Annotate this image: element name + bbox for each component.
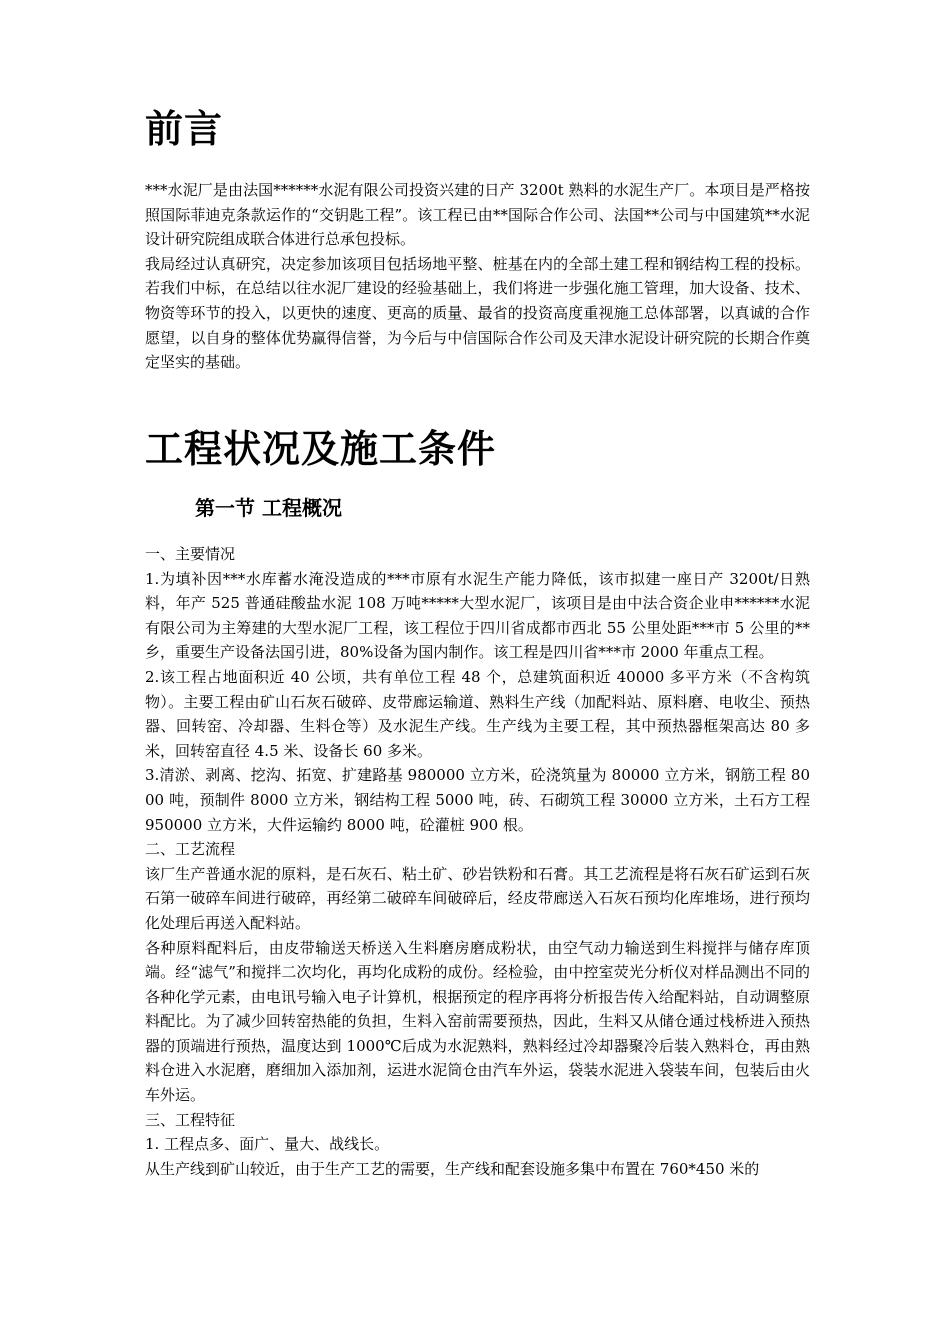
subheading-process-flow: 二、工艺流程 [145, 840, 236, 859]
body-paragraph: 1.为填补因***水库蓄水淹没造成的***市原有水泥生产能力降低，该市拟建一座日产 3200t/日熟料，年产 525 普通硅酸盐水泥 108 万吨*****大型水泥厂，该项目是由中法合资企业申******水泥有限公司为主筹建的大型水泥厂工程，该工程位于四川省成都市西北 55 公里处距***市 5 公里的**乡，重要生产设备法国引进，80%设备为国内制作。该工程是四川省***市 2000 年重点工程。 [145, 569, 810, 662]
body-paragraph: 各种原料配料后，由皮带输送天桥送入生料磨房磨成粉状，由空气动力输送到生料搅拌与储存库顶端。经“滤气”和搅拌二次均化，再均化成粉的成份。经检验，由中控室荧光分析仪对样品测出不同的各种化学元素，由电讯号输入电子计算机，根据预定的程序再将分析报告传入给配料站，自动调整原料配比。为了减少回转窑热能的负担，生料入窑前需要预热，因此，生料又从储仓通过栈桥进入预热器的顶端进行预热，温度达到 1000℃后成为水泥熟料，熟料经过冷却器聚冷后装入熟料仓，再由熟料仓进入水泥磨，磨细加入添加剂，运进水泥筒仓由汽车外运，袋装水泥进入袋装车间，包装后由火车外运。 [145, 938, 810, 1105]
body-paragraph: 1. 工程点多、面广、量大、战线长。 [145, 1135, 390, 1154]
body-paragraph: 该厂生产普通水泥的原料，是石灰石、粘土矿、砂岩铁粉和石膏。其工艺流程是将石灰石矿运到石灰石第一破碎车间进行破碎，再经第二破碎车间破碎后，经皮带廊送入石灰石预均化库堆场，进行预均化处理后再送入配料站。 [145, 864, 810, 932]
preface-heading: 前言 [145, 106, 224, 151]
section-heading: 第一节 工程概况 [195, 496, 342, 520]
body-paragraph: 3.清淤、剥离、挖沟、拓宽、扩建路基 980000 立方米，砼浇筑量为 80000 立方米，钢筋工程 8000 吨，预制件 8000 立方米，钢结构工程 5000 吨，砖、石砌筑工程 30000 立方米，土石方工程 950000 立方米，大件运输约 8000 吨，砼灌桩 900 根。 [145, 766, 810, 834]
subheading-main-situation: 一、主要情况 [145, 545, 236, 563]
body-paragraph: 2.该工程占地面积近 40 公顷，共有单位工程 48 个，总建筑面积近 40000 多平方米（不含构筑物）。主要工程由矿山石灰石破碎、皮带廊运输道、熟料生产线（加配料站、原料磨、电收尘、预热器、回转窑、冷却器、生料仓等）及水泥生产线。生产线为主要工程，其中预热器框架高达 80 多米，回转窑直径 4.5 米、设备长 60 多米。 [145, 667, 810, 760]
preface-paragraph: 我局经过认真研究，决定参加该项目包括场地平整、桩基在内的全部土建工程和钢结构工程的投标。若我们中标，在总结以往水泥厂建设的经验基础上，我们将进一步强化施工管理，加大设备、技术、物资等环节的投入，以更快的速度、更高的质量、最省的投资高度重视施工总体部署，以真诚的合作愿望，以自身的整体优势赢得信誉，为今后与中信国际合作公司及天津水泥设计研究院的长期合作奠定坚实的基础。 [145, 254, 810, 372]
chapter-body [145, 542, 810, 1181]
chapter-heading: 工程状况及施工条件 [145, 426, 497, 471]
subheading-project-features: 三、工程特征 [145, 1110, 236, 1129]
preface-body [145, 178, 810, 375]
body-paragraph: 从生产线到矿山较近，由于生产工艺的需要，生产线和配套设施多集中布置在 760*450 米的 [145, 1159, 760, 1178]
preface-paragraph: ***水泥厂是由法国******水泥有限公司投资兴建的日产 3200t 熟料的水泥生产厂。本项目是严格按照国际菲迪克条款运作的“交钥匙工程”。该工程已由**国际合作公司、法国**公司与中国建筑**水泥设计研究院组成联合体进行总承包投标。 [145, 181, 810, 249]
